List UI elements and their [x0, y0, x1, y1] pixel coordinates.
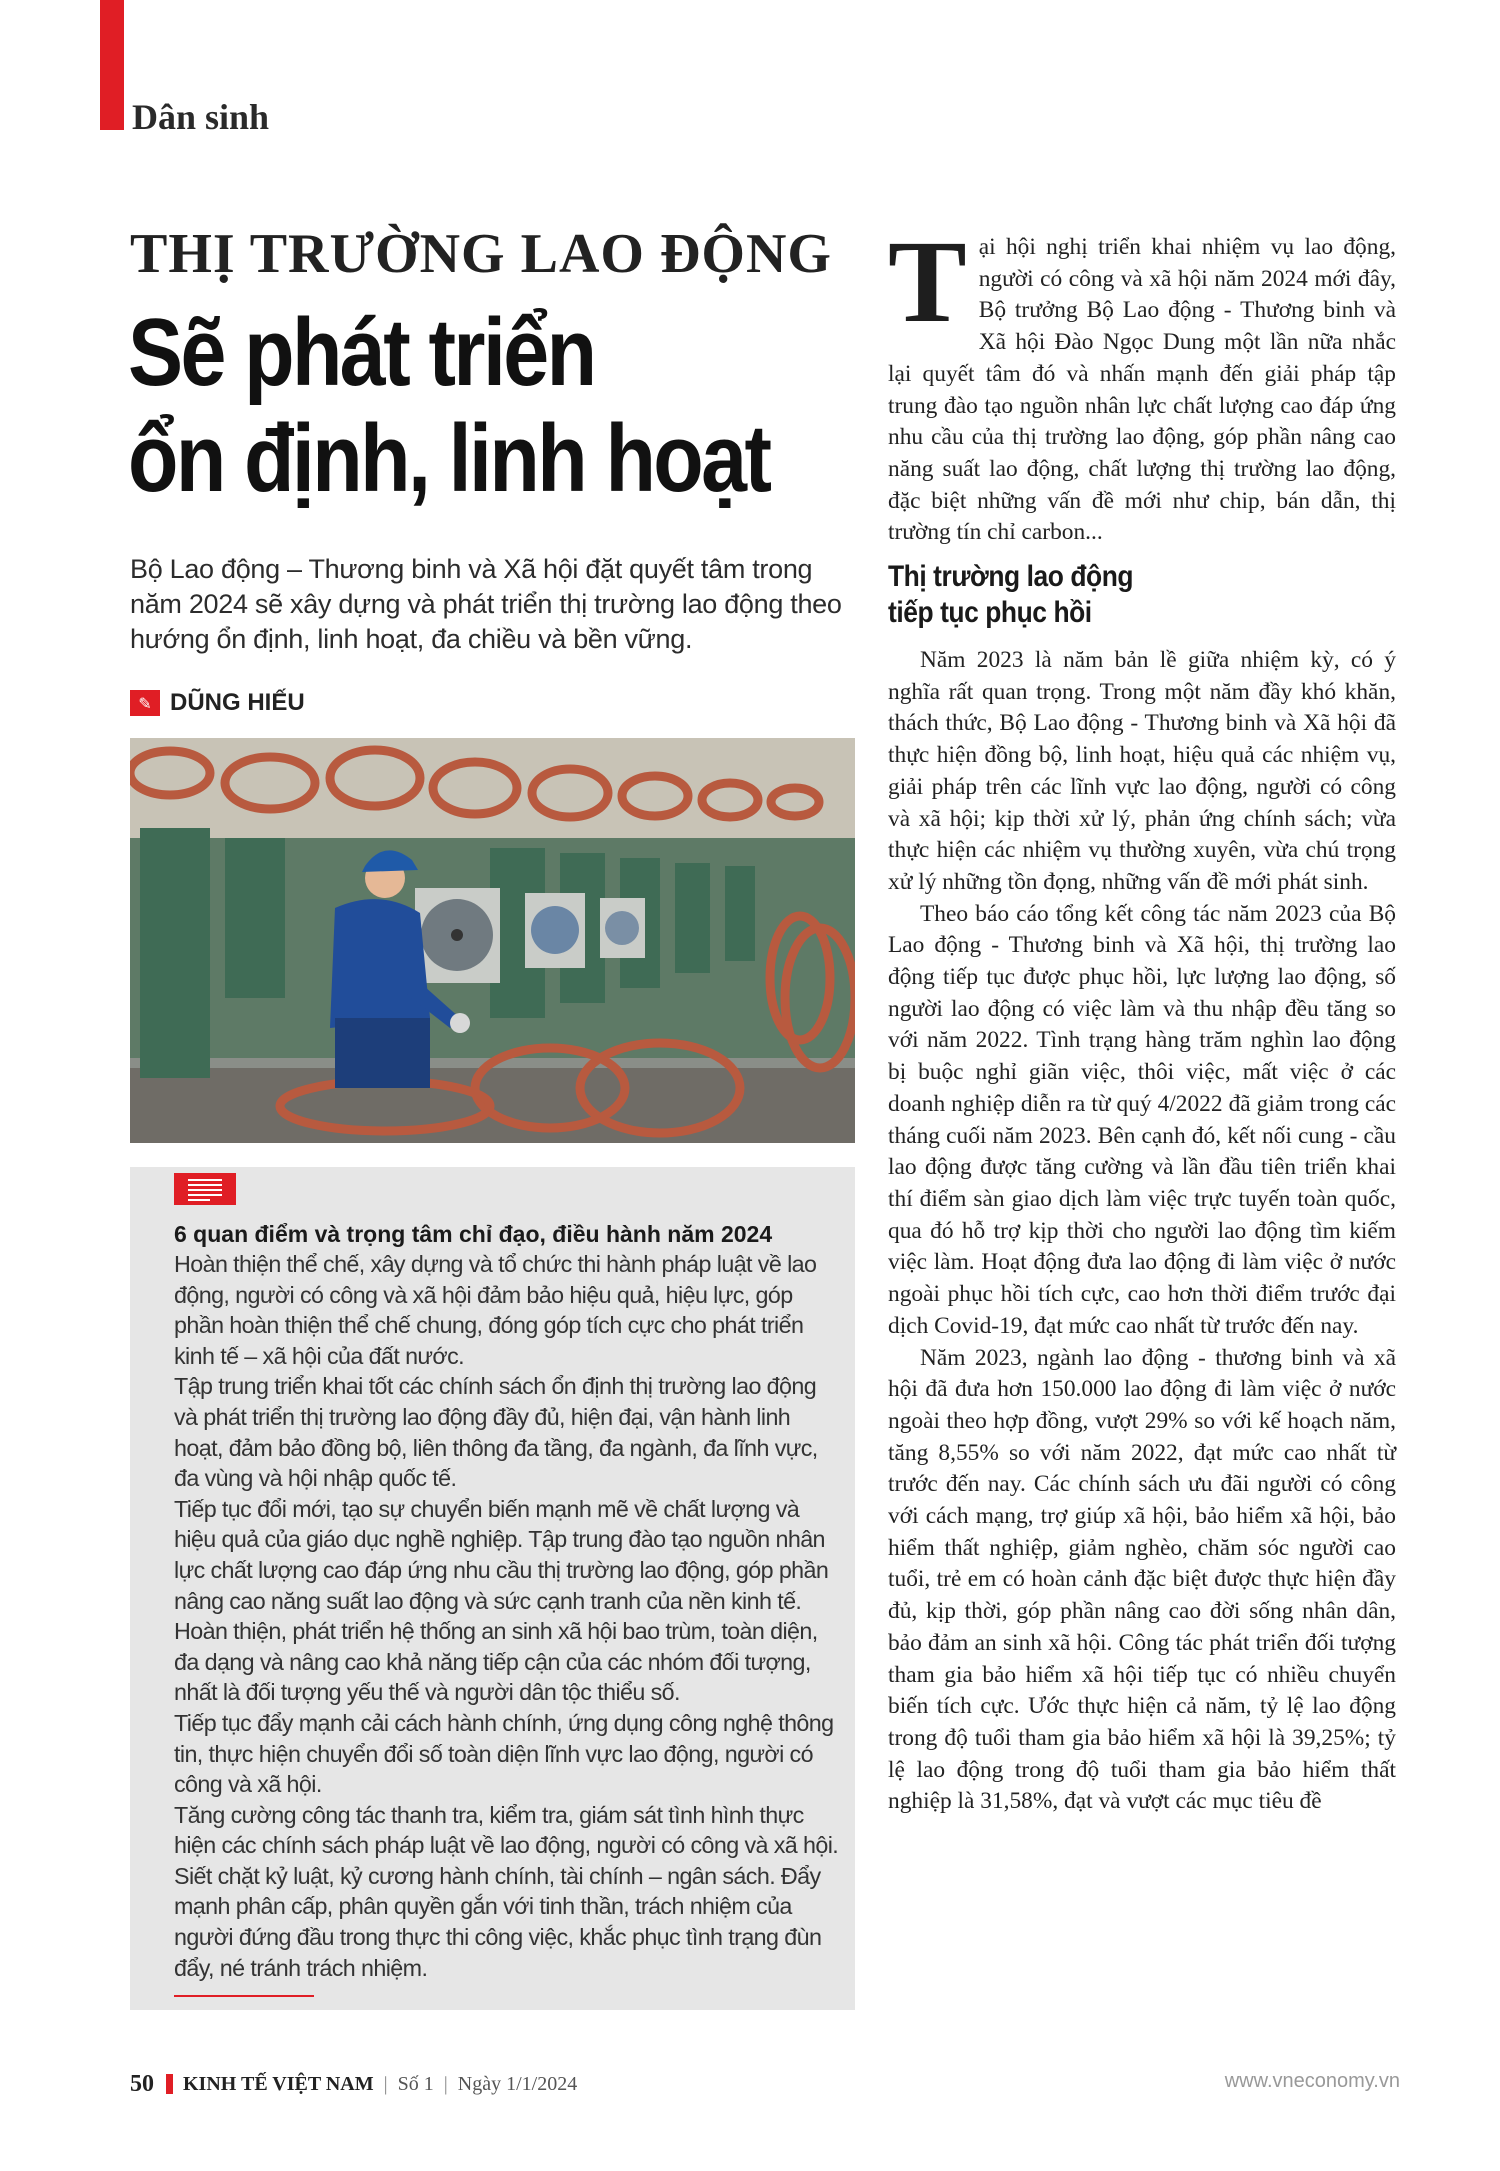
section-marker-bar: [100, 0, 124, 130]
body-paragraph: Năm 2023, ngành lao động - thương binh và xã hội đã đưa hơn 150.000 lao động đi làm việc ở nước ngoài theo hợp đồng, vượt 29% so với kế hoạch năm, tăng 8,55% so với năm 2022, đạt mức cao nhất từ trước đến nay. Các chính sách ưu đãi người có công với cách mạng, trợ giúp xã hội, bảo hiểm xã hội, bảo hiểm thất nghiệp, giảm nghèo, chăm sóc người cao tuổi, trẻ em có hoàn cảnh đặc biệt được thực hiện đầy đủ, kịp thời, góp phần nâng cao đời sống nhân dân, bảo đảm an sinh xã hội. Công tác phát triển đối tượng tham gia bảo hiểm xã hội tiếp tục có nhiều chuyển biến tích cực. Ước thực hiện cả năm, tỷ lệ lao động trong độ tuổi tham gia bảo hiểm xã hội là 39,25%; tỷ lệ lao động trong độ tuổi tham gia bảo hiểm thất nghiệp là 31,58%, đạt và vượt các mục tiêu đề: [888, 1344, 1396, 1815]
article-photo: [130, 738, 855, 1143]
sidebar-item: Tập trung triển khai tốt các chính sách ổn định thị trường lao động và phát triển thị trường lao động đầy đủ, hiện đại, vận hành linh hoạt, đảm bảo đồng bộ, liên thông đa tầng, đa ngành, đa lĩnh vực, đa vùng và hội nhập quốc tế.: [174, 1373, 818, 1492]
website-link[interactable]: www.vneconomy.vn: [1224, 2070, 1400, 2092]
intro-text: ại hội nghị triển khai nhiệm vụ lao động, người có công và xã hội năm 2024 mới đây, Bộ trưởng Bộ Lao động - Thương binh và Xã hội Đào Ngọc Dung một lần nữa nhắc lại quyết tâm đó và nhấn mạnh đến giải pháp tập trung đào tạo nguồn nhân lực chất lượng cao đáp ứng nhu cầu của thị trường lao động, góp phần nâng cao năng suất lao động, chất lượng thị trường lao động, đặc biệt những vấn đề mới như chip, bán dẫn, thị trường tín chỉ carbon...: [888, 234, 1396, 546]
footer-separator: |: [443, 2072, 448, 2095]
section-label: Dân sinh: [132, 97, 270, 137]
article-headline: [128, 299, 770, 512]
body-column: [888, 216, 1396, 1818]
subheading-line-1: Thị trường lao động: [888, 560, 1134, 594]
body-paragraph: Năm 2023 là năm bản lề giữa nhiệm kỳ, có ý nghĩa rất quan trọng. Trong một năm đầy khó khăn, thách thức, Bộ Lao động - Thương binh và Xã hội đã thực hiện đồng bộ, linh hoạt, hiệu quả các nhiệm vụ, giải pháp trên các lĩnh vực lao động, người có công và xã hội; kịp thời xử lý, phản ứng chính sách; vừa thực hiện các nhiệm vụ thường xuyên, vừa chú trọng xử lý những tồn đọng, những vấn đề mới phát sinh.: [888, 647, 1396, 895]
issue-number: Số 1: [397, 2072, 434, 2095]
headline-line-1: Sẽ phát triển: [128, 299, 595, 406]
footer-accent-bar: [166, 2074, 173, 2094]
document-icon: [174, 1173, 236, 1205]
issue-date: Ngày 1/1/2024: [457, 2072, 578, 2095]
article-lead: Bộ Lao động – Thương binh và Xã hội đặt quyết tâm trong năm 2024 sẽ xây dựng và phát triển thị trường lao động theo hướng ổn định, linh hoạt, đa chiều và bền vững.: [130, 554, 842, 654]
sidebar-box: [130, 1167, 855, 2010]
footer-separator: |: [383, 2072, 388, 2095]
sidebar-item: Hoàn thiện, phát triển hệ thống an sinh xã hội bao trùm, toàn diện, đa dạng và nâng cao khả năng tiếp cận của các nhóm đối tượng, nhất là đối tượng yếu thế và người dân tộc thiểu số.: [174, 1618, 818, 1706]
byline: [130, 688, 305, 718]
sidebar-end-rule: [174, 1995, 314, 1997]
sidebar-title: 6 quan điểm và trọng tâm chỉ đạo, điều hành năm 2024: [174, 1221, 773, 1247]
subheading-line-2: tiếp tục phục hồi: [888, 596, 1092, 630]
sidebar-list: [174, 1249, 842, 1983]
sidebar-item: Hoàn thiện thể chế, xây dựng và tổ chức thi hành pháp luật về lao động, người có công và xã hội đảm bảo hiệu quả, hiệu lực, góp phần hoàn thiện thể chế chung, đóng góp tích cực cho phát triển kinh tế – xã hội của đất nước.: [174, 1251, 817, 1369]
subheading: [888, 559, 1335, 631]
intro-paragraph: [888, 216, 1396, 549]
page-number: 50: [130, 2070, 154, 2097]
pen-icon: ✎: [130, 690, 160, 716]
body-paragraph: Theo báo cáo tổng kết công tác năm 2023 của Bộ Lao động - Thương binh và Xã hội, thị trường lao động tiếp tục được phục hồi, lực lượng lao động, số người lao động có việc làm và thu nhập đều tăng so với năm 2022. Tình trạng hàng trăm nghìn lao động bị buộc nghỉ giãn việc, thôi việc, mất việc ở các doanh nghiệp diễn ra từ quý 4/2022 đã giảm trong các tháng cuối năm 2023. Bên cạnh đó, kết nối cung - cầu lao động được tăng cường và lần đầu tiên triển khai thí điểm sàn giao dịch làm việc trực tuyến toàn quốc, qua đó hỗ trợ kịp thời cho người lao động tìm kiếm việc làm. Hoạt động đưa lao động đi làm việc ở nước ngoài phục hồi tích cực, cao hơn thời điểm trước đại dịch Covid-19, đạt mức cao nhất từ trước đến nay.: [888, 900, 1396, 1339]
sidebar-item: Tăng cường công tác thanh tra, kiểm tra, giám sát tình hình thực hiện các chính sách pháp luật về lao động, người có công và xã hội. Siết chặt kỷ luật, kỷ cương hành chính, tài chính – ngân sách. Đẩy mạnh phân cấp, phân quyền gắn với tinh thần, trách nhiệm của người đứng đầu trong thực thi công việc, khắc phục tình trạng đùn đẩy, né tránh trách nhiệm.: [174, 1801, 839, 1981]
author-name: DŨNG HIẾU: [170, 689, 305, 716]
magazine-name: KINH TẾ VIỆT NAM: [183, 2072, 374, 2095]
drop-cap: T: [888, 216, 967, 347]
sidebar-item: Tiếp tục đổi mới, tạo sự chuyển biến mạnh mẽ về chất lượng và hiệu quả của giáo dục nghề nghiệp. Tập trung đào tạo nguồn nhân lực chất lượng cao đáp ứng nhu cầu thị trường lao động, góp phần nâng cao năng suất lao động và sức cạnh tranh của nền kinh tế.: [174, 1495, 829, 1614]
article-kicker: THỊ TRƯỜNG LAO ĐỘNG: [130, 223, 832, 285]
headline-line-2: ổn định, linh hoạt: [128, 405, 770, 512]
sidebar-item: Tiếp tục đẩy mạnh cải cách hành chính, ứng dụng công nghệ thông tin, thực hiện chuyển đổi số toàn diện lĩnh vực lao động, người có công và xã hội.: [174, 1709, 834, 1798]
page-footer: [130, 2068, 1400, 2100]
